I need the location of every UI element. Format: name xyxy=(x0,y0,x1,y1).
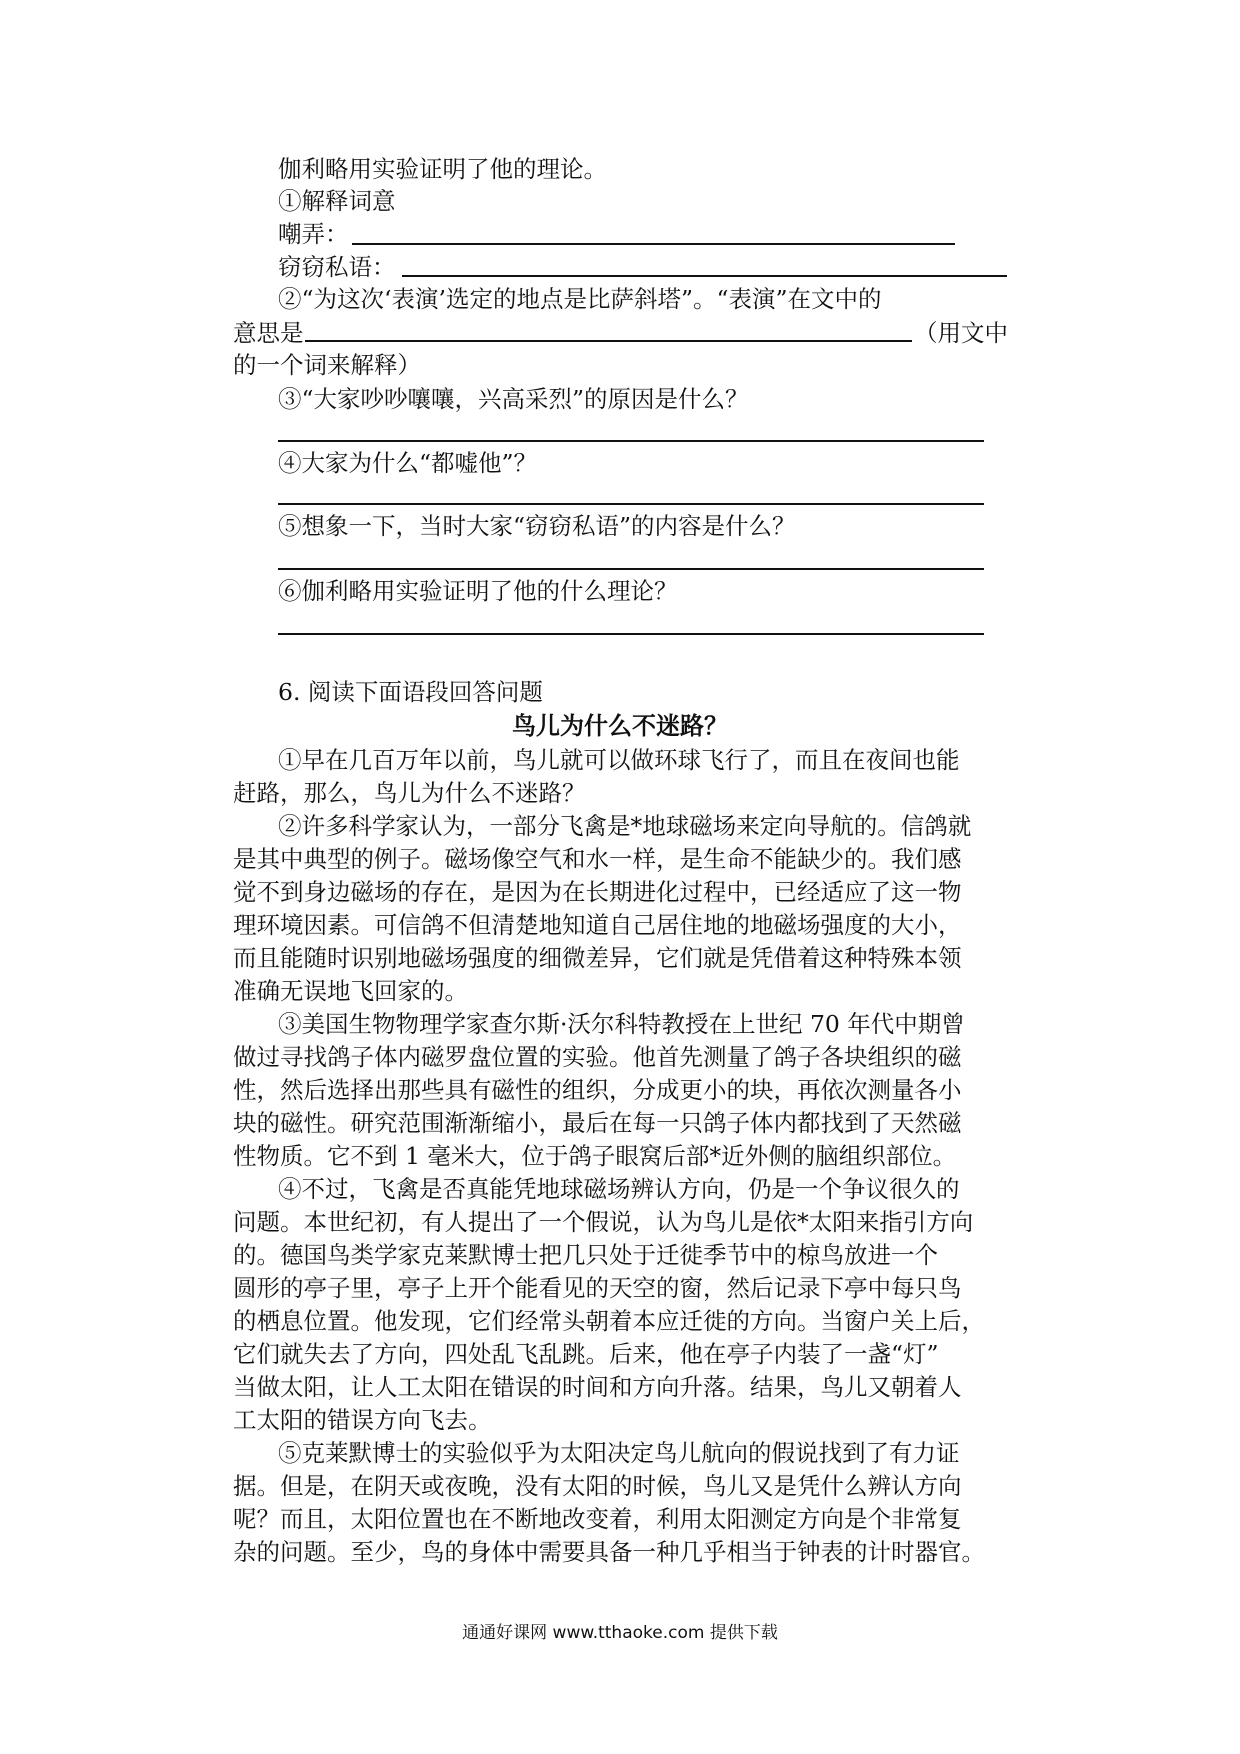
question-2-text: ②“为这次‘表演’选定的地点是比萨斜塔”。“表演”在文中的 xyxy=(278,285,882,313)
passage-line: 圆形的亭子里，亭子上开个能看见的天空的窗，然后记录下亭中每只鸟 xyxy=(233,1274,962,1302)
passage-line: 性物质。它不到 1 毫米大，位于鸽子眼窝后部*近外侧的脑组织部位。 xyxy=(233,1142,957,1170)
answer-blank[interactable] xyxy=(278,633,984,635)
passage-line: 问题。本世纪初，有人提出了一个假说，认为鸟儿是依*太阳来指引方向 xyxy=(233,1208,974,1236)
passage-line: ②许多科学家认为，一部分飞禽是*地球磁场来定向导航的。信鸽就 xyxy=(278,812,972,840)
question-2-text: 意思是 xyxy=(233,319,304,347)
answer-blank[interactable] xyxy=(305,340,912,342)
passage-line: 它们就失去了方向，四处乱飞乱跳。后来，他在亭子内装了一盏“灯” xyxy=(233,1340,939,1368)
passage-title: 鸟儿为什么不迷路？ xyxy=(512,711,728,740)
text-line: 伽利略用实验证明了他的理论。 xyxy=(278,155,607,183)
term-1-label: 嘲弄： xyxy=(278,220,349,248)
passage-line: 觉不到身边磁场的存在，是因为在长期进化过程中，已经适应了这一物 xyxy=(233,878,962,906)
passage-line: 工太阳的错误方向飞去。 xyxy=(233,1406,492,1434)
page-footer: 通通好课网 www.tthaoke.com 提供下载 xyxy=(462,1623,778,1643)
passage-line: 据。但是，在阴天或夜晚，没有太阳的时候，鸟儿又是凭什么辨认方向 xyxy=(233,1472,962,1500)
passage-line: 当做太阳，让人工太阳在错误的时间和方向升落。结果，鸟儿又朝着人 xyxy=(233,1373,962,1401)
question-6-text: ⑥伽利略用实验证明了他的什么理论？ xyxy=(278,577,678,605)
answer-blank[interactable] xyxy=(352,243,955,245)
answer-blank[interactable] xyxy=(402,275,1007,277)
passage-line: 的。德国鸟类学家克莱默博士把几只处于迁徙季节中的椋鸟放进一个 xyxy=(233,1241,938,1269)
passage-line: 做过寻找鸽子体内磁罗盘位置的实验。他首先测量了鸽子各块组织的磁 xyxy=(233,1043,962,1071)
passage-line: 是其中典型的例子。磁场像空气和水一样，是生命不能缺少的。我们感 xyxy=(233,845,962,873)
passage-line: 准确无误地飞回家的。 xyxy=(233,977,468,1005)
passage-line: 而且能随时识别地磁场强度的细微差异，它们就是凭借着这种特殊本领 xyxy=(233,944,962,972)
question-2-text: （用文中 xyxy=(914,319,1008,347)
passage-line: ③美国生物物理学家查尔斯·沃尔科特教授在上世纪 70 年代中期曾 xyxy=(278,1010,965,1038)
passage-line: ①早在几百万年以前，鸟儿就可以做环球飞行了，而且在夜间也能 xyxy=(278,746,960,774)
passage-line: 性，然后选择出那些具有磁性的组织，分成更小的块，再依次测量各小 xyxy=(233,1076,962,1104)
question-1-heading: ①解释词意 xyxy=(278,187,396,215)
answer-blank[interactable] xyxy=(278,440,984,442)
question-3-text: ③“大家吵吵嚷嚷，兴高采烈”的原因是什么？ xyxy=(278,385,749,413)
passage-line: 呢？而且，太阳位置也在不断地改变着，利用太阳测定方向是个非常复 xyxy=(233,1505,962,1533)
answer-blank[interactable] xyxy=(278,503,984,505)
question-5-text: ⑤想象一下，当时大家“窃窃私语”的内容是什么？ xyxy=(278,512,796,540)
passage-line: 块的磁性。研究范围渐渐缩小，最后在每一只鸽子体内都找到了天然磁 xyxy=(233,1109,962,1137)
passage-line: 理环境因素。可信鸽不但清楚地知道自己居住地的地磁场强度的大小， xyxy=(233,911,962,939)
passage-line: 赶路，那么，鸟儿为什么不迷路？ xyxy=(233,779,586,807)
answer-blank[interactable] xyxy=(278,568,984,570)
passage-line: 的栖息位置。他发现，它们经常头朝着本应迁徙的方向。当窗户关上后， xyxy=(233,1307,985,1335)
passage-line: 杂的问题。至少，鸟的身体中需要具备一种几乎相当于钟表的计时器官。 xyxy=(233,1538,985,1566)
question-4-text: ④大家为什么“都嘘他”？ xyxy=(278,449,538,477)
section-heading: 6. 阅读下面语段回答问题 xyxy=(278,678,543,706)
question-2-text: 的一个词来解释） xyxy=(233,351,421,379)
passage-line: ⑤克莱默博士的实验似乎为太阳决定鸟儿航向的假说找到了有力证 xyxy=(278,1439,960,1467)
passage-line: ④不过，飞禽是否真能凭地球磁场辨认方向，仍是一个争议很久的 xyxy=(278,1175,960,1203)
term-2-label: 窃窃私语： xyxy=(278,253,396,281)
